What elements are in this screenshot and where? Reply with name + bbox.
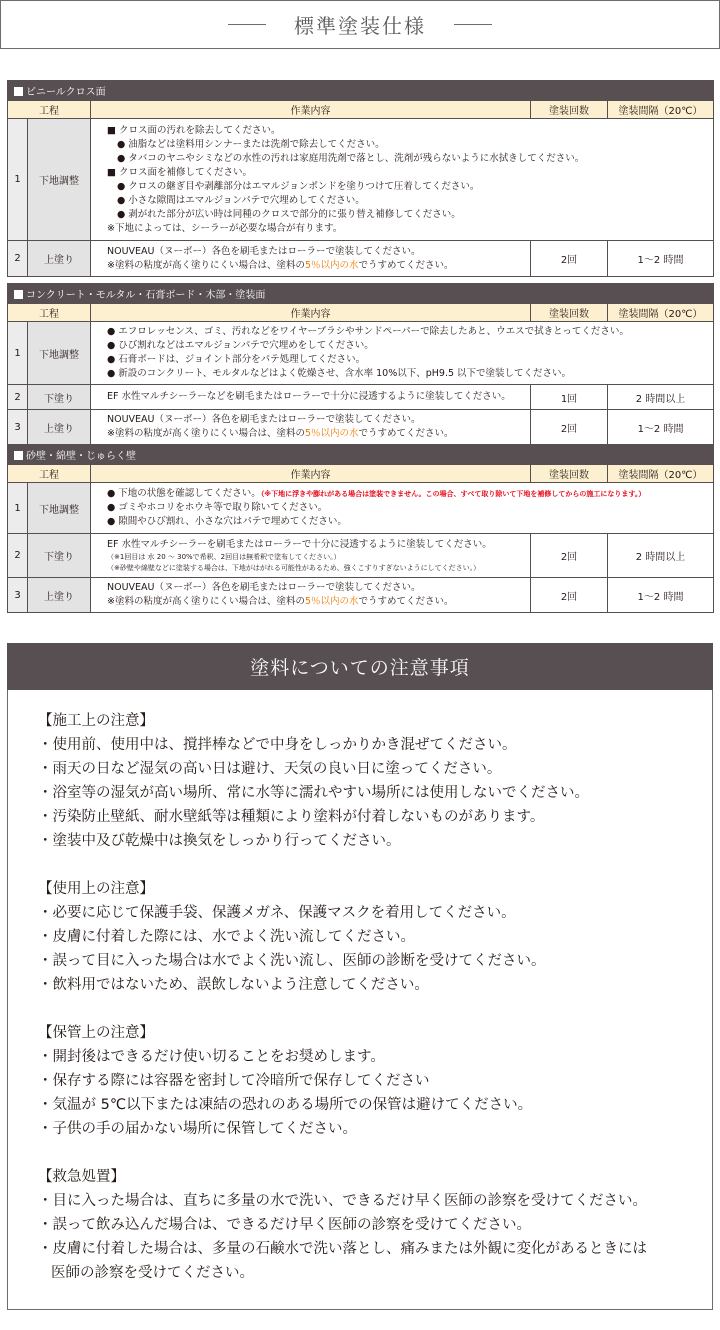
section-title: コンクリート・モルタル・石膏ボード・木部・塗装面 bbox=[26, 290, 266, 301]
table-row bbox=[8, 483, 714, 534]
content-line bbox=[107, 427, 514, 441]
content-line: ● ひび割れなどはエマルジョンパテで穴埋めをしてください。 bbox=[107, 340, 374, 351]
notes-item: ・汚染防止壁紙、耐水壁紙等は種類により塗料が付着しないものがあります。 bbox=[38, 809, 545, 825]
notes-item: ・皮膚に付着した場合は、多量の石鹸水で洗い落とし、痛みまたは外観に変化があるときには bbox=[38, 1241, 647, 1257]
row-interval: 1～2 時間 bbox=[608, 410, 714, 445]
content-line: ※下地によっては、シーラーが必要な場合が有ります。 bbox=[107, 222, 343, 234]
notes-item-continuation: 医師の診察を受けてください。 bbox=[51, 1265, 254, 1281]
row-step: 上塗り bbox=[28, 410, 91, 445]
notes-item: ・子供の手の届かない場所に保管してください。 bbox=[38, 1121, 357, 1137]
table-row bbox=[8, 410, 714, 445]
notes-group-title: 【保管上の注意】 bbox=[38, 1025, 154, 1041]
content-line: ● タバコのヤニやシミなどの水性の汚れは家庭用洗剤で落とし、洗剤が残らないように水拭きしてください。 bbox=[117, 152, 585, 164]
spec-table-vinyl-cloth bbox=[7, 80, 714, 277]
notes-item: ・誤って目に入った場合は水でよく洗い流し、医師の診断を受けてください。 bbox=[38, 953, 546, 969]
highlight-text: 5％以内の水 bbox=[304, 428, 359, 439]
notes-item: ・目に入った場合は、直ちに多量の水で洗い、できるだけ早く医師の診察を受けてください。 bbox=[38, 1193, 647, 1209]
notes-body bbox=[7, 690, 713, 1310]
title-dash-left bbox=[228, 24, 266, 25]
table-row bbox=[8, 322, 714, 385]
section-header bbox=[8, 81, 714, 101]
warning-text: （※下地に浮きや膨れがある場合は塗装できません。この場合、すべて取り除いて下地を補修してからの施工になります。） bbox=[260, 490, 646, 498]
content-line bbox=[107, 595, 514, 609]
notes-item: ・必要に応じて保護手袋、保護メガネ、保護マスクを着用してください。 bbox=[38, 905, 516, 921]
col-step: 工程 bbox=[8, 465, 91, 483]
content-text: ● 下地の状態を確認してください。 bbox=[107, 488, 261, 499]
row-number: 2 bbox=[8, 534, 28, 578]
notes-item: ・雨天の日など湿気の高い日は避け、天気の良い日に塗ってください。 bbox=[38, 761, 502, 777]
column-header-row bbox=[8, 465, 714, 483]
content-text: ※塗料の粘度が高く塗りにくい場合は、塗料の bbox=[107, 428, 305, 439]
notes-header bbox=[7, 643, 713, 690]
content-line: ● クロスの継ぎ目や剥離部分はエマルジョンボンドを塗りつけて圧着してください。 bbox=[117, 180, 480, 192]
row-interval: 1～2 時間 bbox=[608, 241, 714, 277]
content-line: ● 剥がれた部分が広い時は同種のクロスで部分的に張り替え補修してください。 bbox=[117, 208, 461, 220]
section-header bbox=[8, 445, 714, 465]
row-step: 上塗り bbox=[28, 241, 91, 277]
col-content: 作業内容 bbox=[91, 304, 531, 322]
content-line bbox=[107, 259, 514, 273]
col-step: 工程 bbox=[8, 304, 91, 322]
notes-group-title: 【使用上の注意】 bbox=[38, 881, 154, 897]
col-interval: 塗装間隔（20℃） bbox=[608, 304, 714, 322]
row-number: 1 bbox=[8, 322, 28, 385]
notes-item: ・浴室等の湿気が高い場所、常に水等に濡れやすい場所には使用しないでください。 bbox=[38, 785, 589, 801]
content-text: でうすめてください。 bbox=[358, 428, 454, 439]
table-row bbox=[8, 119, 714, 241]
notes-group-first-aid bbox=[38, 1165, 712, 1285]
content-note: （※1回目は 水 20 ～ 30%で希釈、2回目は無希釈で塗布してください。） bbox=[107, 552, 341, 561]
row-step: 下地調整 bbox=[28, 322, 91, 385]
col-content: 作業内容 bbox=[91, 465, 531, 483]
row-number: 3 bbox=[8, 578, 28, 613]
row-content bbox=[91, 385, 531, 410]
column-header-row bbox=[8, 101, 714, 119]
notes-group-title: 【救急処置】 bbox=[38, 1169, 125, 1185]
square-bullet-icon bbox=[14, 87, 23, 96]
row-content bbox=[91, 119, 714, 241]
notes-item: ・開封後はできるだけ使い切ることをお奨めします。 bbox=[38, 1049, 385, 1065]
content-line: ■ クロス面の汚れを除去してください。 bbox=[107, 124, 281, 136]
row-content bbox=[91, 241, 531, 277]
row-content bbox=[91, 483, 714, 534]
row-interval: 1～2 時間 bbox=[608, 578, 714, 613]
notes-item: ・飲料用ではないため、誤飲しないよう注意してください。 bbox=[38, 977, 429, 993]
highlight-text: 5％以内の水 bbox=[304, 596, 359, 607]
content-line bbox=[107, 487, 697, 501]
row-interval: 2 時間以上 bbox=[608, 534, 714, 578]
row-step: 下塗り bbox=[28, 385, 91, 410]
row-number: 1 bbox=[8, 119, 28, 241]
notes-item: ・気温が 5℃以下または凍結の恐れのある場所での保管は避けてください。 bbox=[38, 1097, 533, 1113]
notes-group-title: 【施工上の注意】 bbox=[38, 713, 154, 729]
content-line: ■ クロス面を補修してください。 bbox=[107, 166, 252, 178]
row-count: 2回 bbox=[531, 241, 608, 277]
row-number: 3 bbox=[8, 410, 28, 445]
square-bullet-icon bbox=[14, 451, 23, 460]
col-step: 工程 bbox=[8, 101, 91, 119]
row-count: 1回 bbox=[531, 385, 608, 410]
notes-item: ・塗装中及び乾燥中は換気をしっかり行ってください。 bbox=[38, 833, 401, 849]
row-number: 2 bbox=[8, 241, 28, 277]
content-line: ● 油脂などは塗料用シンナーまたは洗剤で除去してください。 bbox=[117, 138, 385, 150]
section-title: 砂壁・綿壁・じゅらく壁 bbox=[26, 451, 136, 462]
content-line: EF 水性マルチシーラーなどを刷毛またはローラーで十分に浸透するように塗装してください。 bbox=[107, 391, 511, 402]
column-header-row bbox=[8, 304, 714, 322]
row-interval: 2 時間以上 bbox=[608, 385, 714, 410]
table-row bbox=[8, 578, 714, 613]
row-step: 上塗り bbox=[28, 578, 91, 613]
page-title-box bbox=[0, 0, 720, 49]
section-title: ビニールクロス面 bbox=[26, 87, 106, 98]
row-count: 2回 bbox=[531, 578, 608, 613]
col-interval: 塗装間隔（20℃） bbox=[608, 465, 714, 483]
content-note: （※砂壁や綿壁などに塗装する場合は、下地がはがれる可能性があるため、強くこすりすぎないようにしてください。） bbox=[107, 563, 481, 572]
row-number: 1 bbox=[8, 483, 28, 534]
content-line: EF 水性マルチシーラーを刷毛またはローラーで十分に浸透するように塗装してください。 bbox=[107, 538, 492, 550]
row-step: 下塗り bbox=[28, 534, 91, 578]
content-line: ● エフロレッセンス、ゴミ、汚れなどをワイヤーブラシやサンドペーパーで除去したあと、ウエスで拭きとってください。 bbox=[107, 326, 629, 337]
col-interval: 塗装間隔（20℃） bbox=[608, 101, 714, 119]
content-line: ● ゴミやホコリをホウキ等で取り除いてください。 bbox=[107, 502, 328, 513]
row-content bbox=[91, 322, 714, 385]
row-count: 2回 bbox=[531, 534, 608, 578]
page-title: 標準塗装仕様 bbox=[294, 14, 426, 38]
notes-group-storage bbox=[38, 1021, 712, 1141]
square-bullet-icon bbox=[14, 290, 23, 299]
row-step: 下地調整 bbox=[28, 483, 91, 534]
content-line: ● 石膏ボードは、ジョイント部分をパテ処理してください。 bbox=[107, 354, 366, 365]
row-content bbox=[91, 534, 531, 578]
spec-table-concrete bbox=[7, 283, 714, 445]
notes-item: ・保存する際には容器を密封して冷暗所で保存してください bbox=[38, 1073, 430, 1089]
content-line: ● 新設のコンクリート、モルタルなどはよく乾燥させ、含水率 10%以下、pH9.5 以下で塗装してください。 bbox=[107, 368, 572, 379]
content-line: ● 小さな隙間はエマルジョンパテで穴埋めしてください。 bbox=[117, 194, 365, 206]
spec-table-sand-wall bbox=[7, 444, 714, 613]
content-line: NOUVEAU（ヌーボー）各色を刷毛またはローラーで塗装してください。 bbox=[107, 582, 421, 593]
col-count: 塗装回数 bbox=[531, 304, 608, 322]
col-content: 作業内容 bbox=[91, 101, 531, 119]
content-text: ※塗料の粘度が高く塗りにくい場合は、塗料の bbox=[107, 259, 305, 271]
row-content bbox=[91, 578, 531, 613]
title-dash-right bbox=[454, 24, 492, 25]
highlight-text: 5％以内の水 bbox=[304, 259, 359, 271]
content-line: ● 隙間やひび割れ、小さな穴はパテで埋めてください。 bbox=[107, 516, 347, 527]
table-row bbox=[8, 534, 714, 578]
section-header bbox=[8, 284, 714, 304]
content-text: でうすめてください。 bbox=[358, 596, 454, 607]
content-line: NOUVEAU（ヌーボー）各色を刷毛またはローラーで塗装してください。 bbox=[107, 414, 421, 425]
notes-group-usage bbox=[38, 877, 712, 997]
col-count: 塗装回数 bbox=[531, 101, 608, 119]
table-row bbox=[8, 241, 714, 277]
row-step: 下地調整 bbox=[28, 119, 91, 241]
row-count: 2回 bbox=[531, 410, 608, 445]
notes-item: ・誤って飲み込んだ場合は、できるだけ早く医師の診察を受けてください。 bbox=[38, 1217, 531, 1233]
notes-title: 塗料についての注意事項 bbox=[250, 657, 470, 679]
row-number: 2 bbox=[8, 385, 28, 410]
content-text: ※塗料の粘度が高く塗りにくい場合は、塗料の bbox=[107, 596, 305, 607]
notes-item: ・皮膚に付着した際には、水でよく洗い流してください。 bbox=[38, 929, 415, 945]
col-count: 塗装回数 bbox=[531, 465, 608, 483]
notes-item: ・使用前、使用中は、撹拌棒などで中身をしっかりかき混ぜてください。 bbox=[38, 737, 517, 753]
content-text: でうすめてください。 bbox=[358, 259, 454, 271]
table-row bbox=[8, 385, 714, 410]
row-content bbox=[91, 410, 531, 445]
content-line: NOUVEAU（ヌーボー）各色を刷毛またはローラーで塗装してください。 bbox=[107, 245, 421, 257]
notes-group-construction bbox=[38, 709, 712, 853]
